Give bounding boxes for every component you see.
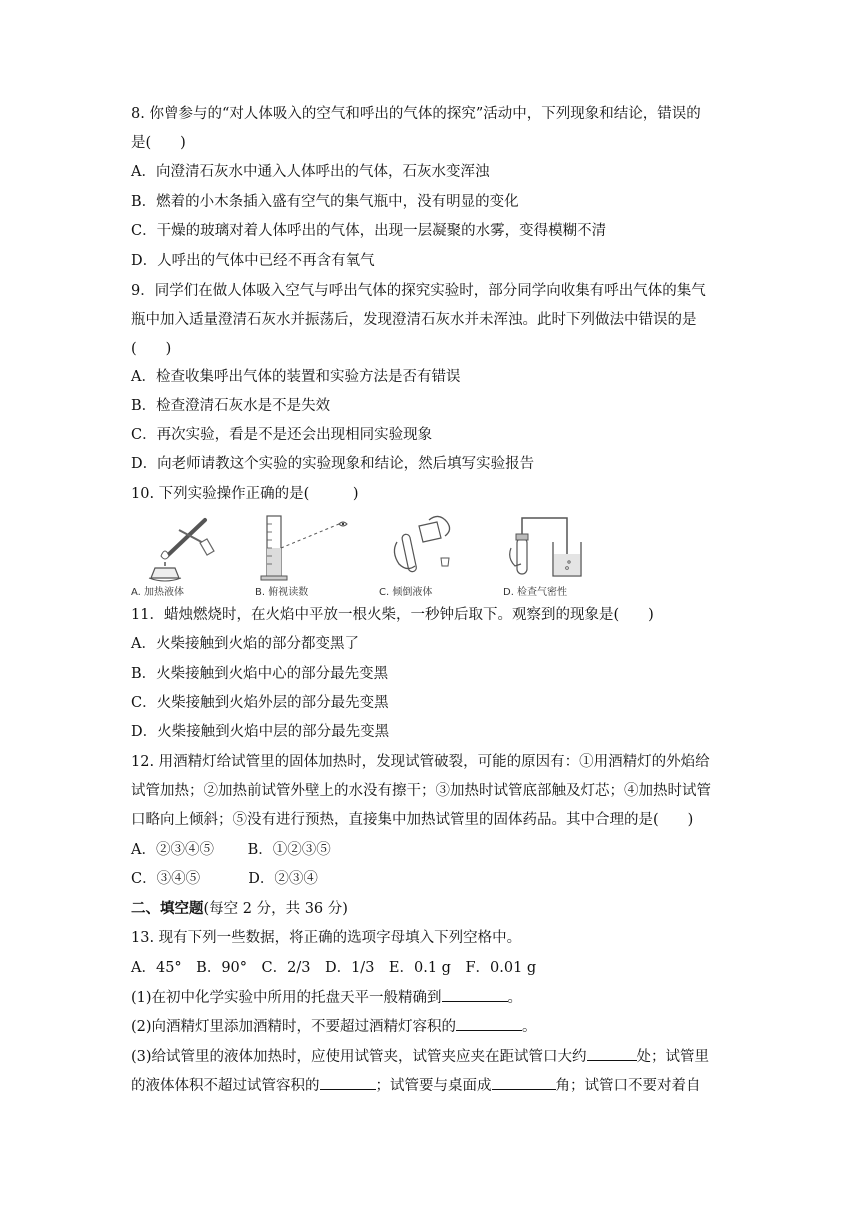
q8-option-b: B．燃着的小木条插入盛有空气的集气瓶中，没有明显的变化 <box>131 194 519 210</box>
section-2-title: 二、填空题 <box>131 900 204 917</box>
q8-stem-line2: 是( ) <box>131 135 186 151</box>
q13-part-3-text-c: 的液体体积不超过试管容积的 <box>131 1078 320 1094</box>
q13-options: A．45° B．90° C．2/3 D．1/3 E．0.1 g F．0.01 g <box>131 960 537 976</box>
figure-b <box>255 512 365 598</box>
q8-option-d: D．人呼出的气体中已经不再含有氧气 <box>131 253 375 269</box>
q11-stem: 11．蜡烛燃烧时，在火焰中平放一根火柴，一秒钟后取下。观察到的现象是( ) <box>131 607 654 623</box>
q13-part-1-end: 。 <box>507 990 523 1006</box>
q13-stem: 13. 现有下列一些数据，将正确的选项字母填入下列空格中。 <box>131 930 522 946</box>
q13-part-3-text-e: 角；试管口不要对着自 <box>555 1078 701 1094</box>
q13-part-3-text-a: (3)给试管里的液体加热时，应使用试管夹，试管夹应夹在距试管口大约 <box>131 1049 587 1065</box>
q13-part-3-text-b: 处；试管里 <box>636 1049 710 1065</box>
q12-stem-line1: 12. 用酒精灯给试管里的固体加热时，发现试管破裂，可能的原因有：①用酒精灯的外焰给 <box>131 754 710 770</box>
section-2-heading <box>131 899 348 919</box>
q9-option-a: A．检查收集呼出气体的装置和实验方法是否有错误 <box>131 369 461 385</box>
q9-stem-line1: 9．同学们在做人体吸入空气与呼出气体的探究实验时，部分同学向收集有呼出气体的集气 <box>131 283 706 299</box>
q13-part-3-line2 <box>131 1075 701 1096</box>
q11-option-b: B．火柴接触到火焰中心的部分最先变黑 <box>131 666 389 682</box>
q13-part-3-text-d: ；试管要与桌面成 <box>375 1078 492 1094</box>
q13-part-2-text: (2)向酒精灯里添加酒精时，不要超过酒精灯容积的 <box>131 1019 457 1035</box>
q13-part-1 <box>131 987 522 1008</box>
q12-stem-line2: 试管加热；②加热前试管外壁上的水没有擦干；③加热时试管底部触及灯芯；④加热时试管 <box>131 783 711 799</box>
figure-a <box>131 512 241 598</box>
q8-stem-line1: 8. 你曾参与的“对人体吸入的空气和呼出的气体的探究”活动中，下列现象和结论，错误的 <box>131 106 701 122</box>
q12-stem-line3: 口略向上倾斜；⑤没有进行预热，直接集中加热试管里的固体药品。其中合理的是( ) <box>131 812 694 828</box>
alcohol-lamp-heating-icon <box>131 512 241 584</box>
answer-blank-4[interactable] <box>320 1075 376 1090</box>
q9-option-c: C．再次实验，看是不是还会出现相同实验现象 <box>131 427 433 443</box>
q13-part-3-line1 <box>131 1046 709 1067</box>
answer-blank-2[interactable] <box>456 1016 522 1031</box>
q11-option-a: A．火柴接触到火焰的部分都变黑了 <box>131 636 359 652</box>
q10-figures <box>131 512 611 598</box>
q8-option-a: A．向澄清石灰水中通入人体呼出的气体，石灰水变浑浊 <box>131 164 490 180</box>
q13-part-1-text: (1)在初中化学实验中所用的托盘天平一般精确到 <box>131 990 442 1006</box>
figure-b-caption: B. 俯视读数 <box>255 587 309 598</box>
figure-a-caption: A. 加热液体 <box>131 587 185 598</box>
airtightness-check-icon <box>503 512 613 584</box>
q12-options-cd: C．③④⑤ D．②③④ <box>131 871 318 887</box>
q12-options-ab: A．②③④⑤ B．①②③⑤ <box>131 842 331 858</box>
q11-option-d: D．火柴接触到火焰中层的部分最先变黑 <box>131 724 390 740</box>
q8-option-c: C．干燥的玻璃对着人体呼出的气体，出现一层凝聚的水雾，变得模糊不清 <box>131 223 607 239</box>
q13-part-2-end: 。 <box>522 1019 537 1035</box>
q9-option-d: D．向老师请教这个实验的实验现象和结论，然后填写实验报告 <box>131 456 535 472</box>
graduated-cylinder-icon <box>255 512 365 584</box>
figure-d <box>503 512 613 598</box>
answer-blank-1[interactable] <box>442 987 508 1002</box>
q10-stem: 10. 下列实验操作正确的是( ) <box>131 486 359 502</box>
q11-option-c: C．火柴接触到火焰外层的部分最先变黑 <box>131 695 389 711</box>
q9-stem-line2: 瓶中加入适量澄清石灰水并振荡后，发现澄清石灰水并未浑浊。此时下列做法中错误的是 <box>131 312 697 328</box>
pouring-liquid-icon <box>379 512 489 584</box>
figure-c-caption: C. 倾倒液体 <box>379 587 433 598</box>
q13-part-2 <box>131 1016 537 1037</box>
q9-stem-line3: ( ) <box>131 341 172 357</box>
answer-blank-5[interactable] <box>492 1075 556 1090</box>
figure-d-caption: D. 检查气密性 <box>503 587 568 598</box>
section-2-note: (每空 2 分，共 36 分) <box>203 901 348 917</box>
q9-option-b: B．检查澄清石灰水是不是失效 <box>131 398 331 414</box>
figure-c <box>379 512 489 598</box>
answer-blank-3[interactable] <box>587 1046 637 1061</box>
